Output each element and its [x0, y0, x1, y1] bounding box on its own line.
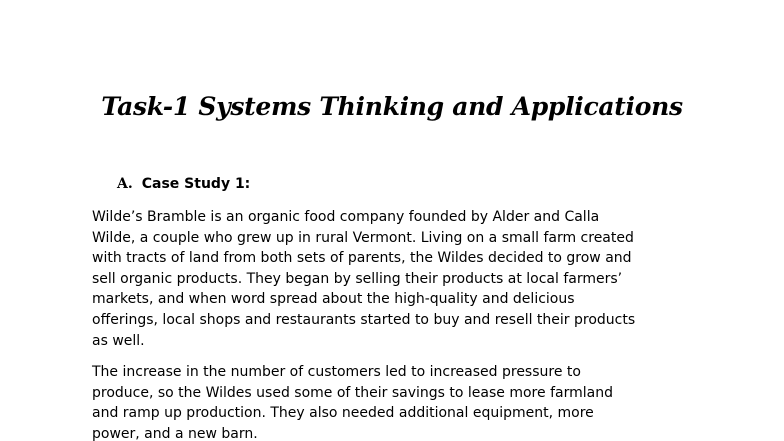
- paragraph-line: power, and a new barn.: [92, 425, 258, 441]
- paragraph-line: offerings, local shops and restaurants started to buy and resell their products: [92, 311, 636, 328]
- paragraph-line: produce, so the Wildes used some of their savings to lease more farmland: [92, 384, 613, 401]
- paragraph-line: Wilde’s Bramble is an organic food company founded by Alder and Calla: [92, 209, 600, 225]
- section-heading: [117, 176, 250, 192]
- paragraph-line: The increase in the number of customers led to increased pressure to: [92, 364, 581, 380]
- paragraph-line: as well.: [92, 332, 145, 349]
- paragraph-line: sell organic products. They began by selling their products at local farmers’: [92, 270, 623, 287]
- document-title: Task-1 Systems Thinking and Applications: [101, 92, 683, 121]
- case-study-paragraph-2: [92, 362, 696, 441]
- case-study-paragraph-1: [92, 207, 696, 351]
- section-marker: A.: [117, 176, 133, 192]
- paragraph-line: Wilde, a couple who grew up in rural Vermont. Living on a small farm created: [92, 229, 634, 246]
- paragraph-line: with tracts of land from both sets of parents, the Wildes decided to grow and: [92, 250, 632, 267]
- section-heading-text: Case Study 1:: [141, 176, 251, 192]
- paragraph-line: markets, and when word spread about the high-quality and delicious: [92, 291, 575, 308]
- paragraph-line: and ramp up production. They also needed additional equipment, more: [92, 405, 594, 422]
